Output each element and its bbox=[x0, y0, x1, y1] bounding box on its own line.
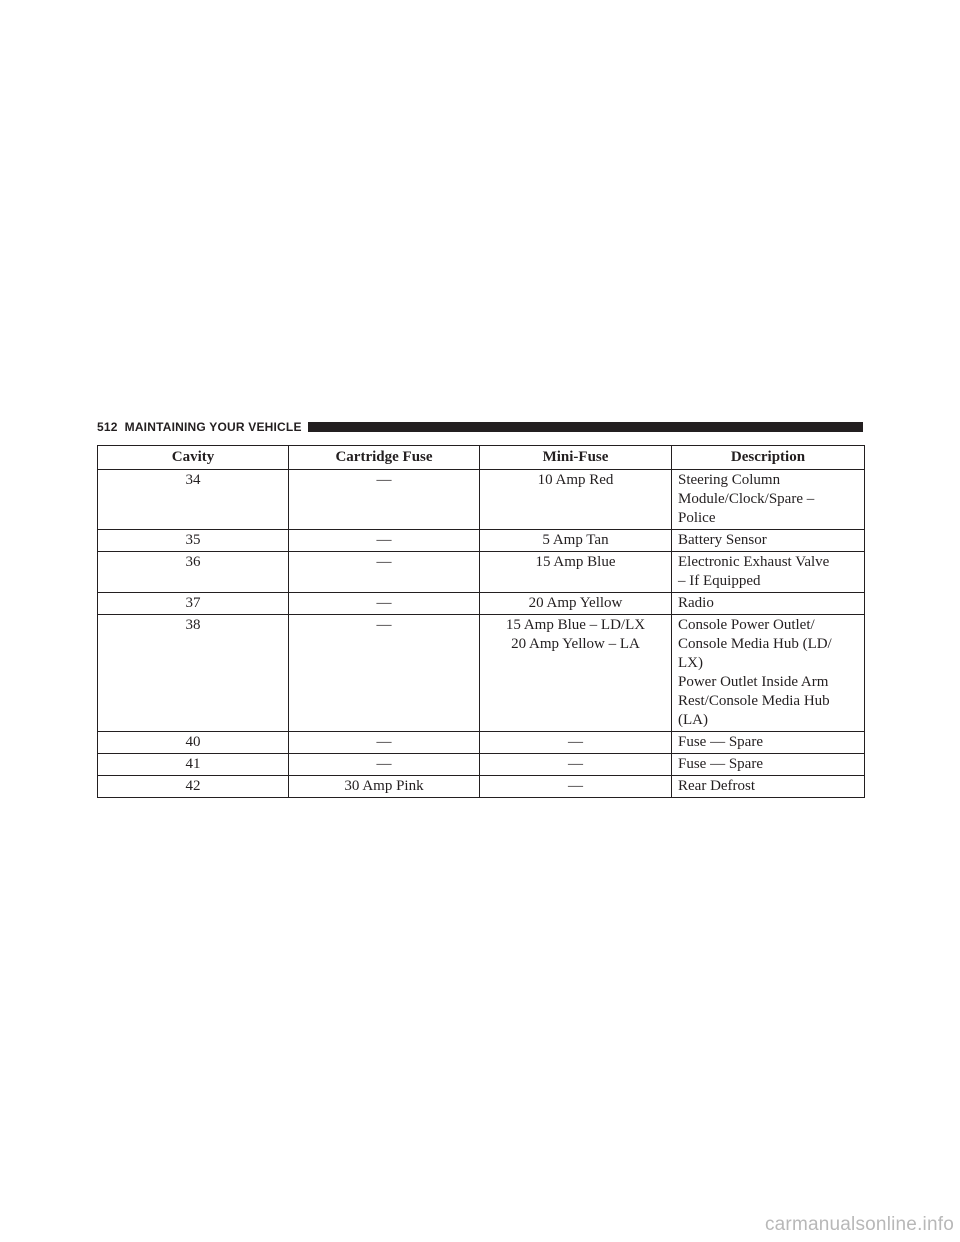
description-line: Rest/Console Media Hub bbox=[678, 693, 830, 709]
mini-fuse-line: — bbox=[568, 734, 583, 750]
cell-description bbox=[672, 593, 865, 615]
mini-fuse-line: 10 Amp Red bbox=[537, 472, 614, 488]
description-line: Radio bbox=[678, 595, 714, 611]
cell-mini-fuse bbox=[480, 530, 672, 552]
cell-cavity: 40 bbox=[98, 732, 289, 754]
description-line: – If Equipped bbox=[678, 573, 761, 589]
column-header-cartridge-fuse: Cartridge Fuse bbox=[289, 446, 480, 470]
description-line: Power Outlet Inside Arm bbox=[678, 674, 829, 690]
cell-mini-fuse bbox=[480, 593, 672, 615]
table-row bbox=[98, 732, 865, 754]
table-row bbox=[98, 615, 865, 732]
mini-fuse-line: 15 Amp Blue – LD/LX bbox=[505, 617, 646, 633]
cell-cartridge-fuse: — bbox=[289, 470, 480, 530]
cell-mini-fuse bbox=[480, 732, 672, 754]
cell-cartridge-fuse: — bbox=[289, 615, 480, 732]
running-header bbox=[97, 420, 863, 434]
cell-description bbox=[672, 552, 865, 593]
cell-mini-fuse bbox=[480, 470, 672, 530]
mini-fuse-line: 5 Amp Tan bbox=[542, 532, 609, 548]
page-number: 512 bbox=[97, 420, 118, 434]
description-line: Module/Clock/Spare – bbox=[678, 491, 815, 507]
cell-cavity: 35 bbox=[98, 530, 289, 552]
description-line: Console Power Outlet/ bbox=[678, 617, 815, 633]
table-row bbox=[98, 552, 865, 593]
mini-fuse-line: 20 Amp Yellow bbox=[528, 595, 623, 611]
section-title: MAINTAINING YOUR VEHICLE bbox=[124, 420, 302, 434]
mini-fuse-line: 15 Amp Blue bbox=[535, 554, 616, 570]
cell-cartridge-fuse: — bbox=[289, 593, 480, 615]
cell-cartridge-fuse: — bbox=[289, 530, 480, 552]
table-row bbox=[98, 776, 865, 798]
header-rule bbox=[308, 422, 863, 432]
description-line: Fuse — Spare bbox=[678, 756, 763, 772]
cell-description bbox=[672, 470, 865, 530]
cell-description bbox=[672, 754, 865, 776]
cell-description bbox=[672, 615, 865, 732]
cell-cavity: 38 bbox=[98, 615, 289, 732]
mini-fuse-line: 20 Amp Yellow – LA bbox=[511, 636, 640, 652]
table-body bbox=[98, 470, 865, 798]
fuse-table bbox=[97, 445, 865, 798]
description-line: LX) bbox=[678, 655, 703, 671]
cell-cavity: 34 bbox=[98, 470, 289, 530]
table-row bbox=[98, 754, 865, 776]
cell-description bbox=[672, 732, 865, 754]
cell-mini-fuse bbox=[480, 754, 672, 776]
mini-fuse-line: — bbox=[568, 756, 583, 772]
cell-cartridge-fuse: — bbox=[289, 552, 480, 593]
description-line: (LA) bbox=[678, 712, 708, 728]
description-line: Police bbox=[678, 510, 716, 526]
description-line: Electronic Exhaust Valve bbox=[678, 554, 830, 570]
description-line: Rear Defrost bbox=[678, 778, 756, 794]
cell-cavity: 36 bbox=[98, 552, 289, 593]
cell-mini-fuse bbox=[480, 776, 672, 798]
description-line: Console Media Hub (LD/ bbox=[678, 636, 832, 652]
cell-cartridge-fuse: — bbox=[289, 732, 480, 754]
column-header-description: Description bbox=[672, 446, 865, 470]
description-line: Battery Sensor bbox=[678, 532, 767, 548]
cell-cartridge-fuse: 30 Amp Pink bbox=[289, 776, 480, 798]
table-row bbox=[98, 593, 865, 615]
table-row bbox=[98, 530, 865, 552]
description-line: Fuse — Spare bbox=[678, 734, 763, 750]
cell-description bbox=[672, 776, 865, 798]
cell-mini-fuse bbox=[480, 552, 672, 593]
cell-cavity: 42 bbox=[98, 776, 289, 798]
cell-cavity: 37 bbox=[98, 593, 289, 615]
mini-fuse-line: — bbox=[568, 778, 583, 794]
watermark: carmanualsonline.info bbox=[764, 1214, 954, 1235]
cell-description bbox=[672, 530, 865, 552]
cell-cartridge-fuse: — bbox=[289, 754, 480, 776]
column-header-cavity: Cavity bbox=[98, 446, 289, 470]
table-header-row bbox=[98, 446, 865, 470]
table-row bbox=[98, 470, 865, 530]
cell-cavity: 41 bbox=[98, 754, 289, 776]
cell-mini-fuse bbox=[480, 615, 672, 732]
column-header-mini-fuse: Mini-Fuse bbox=[480, 446, 672, 470]
description-line: Steering Column bbox=[678, 472, 781, 488]
